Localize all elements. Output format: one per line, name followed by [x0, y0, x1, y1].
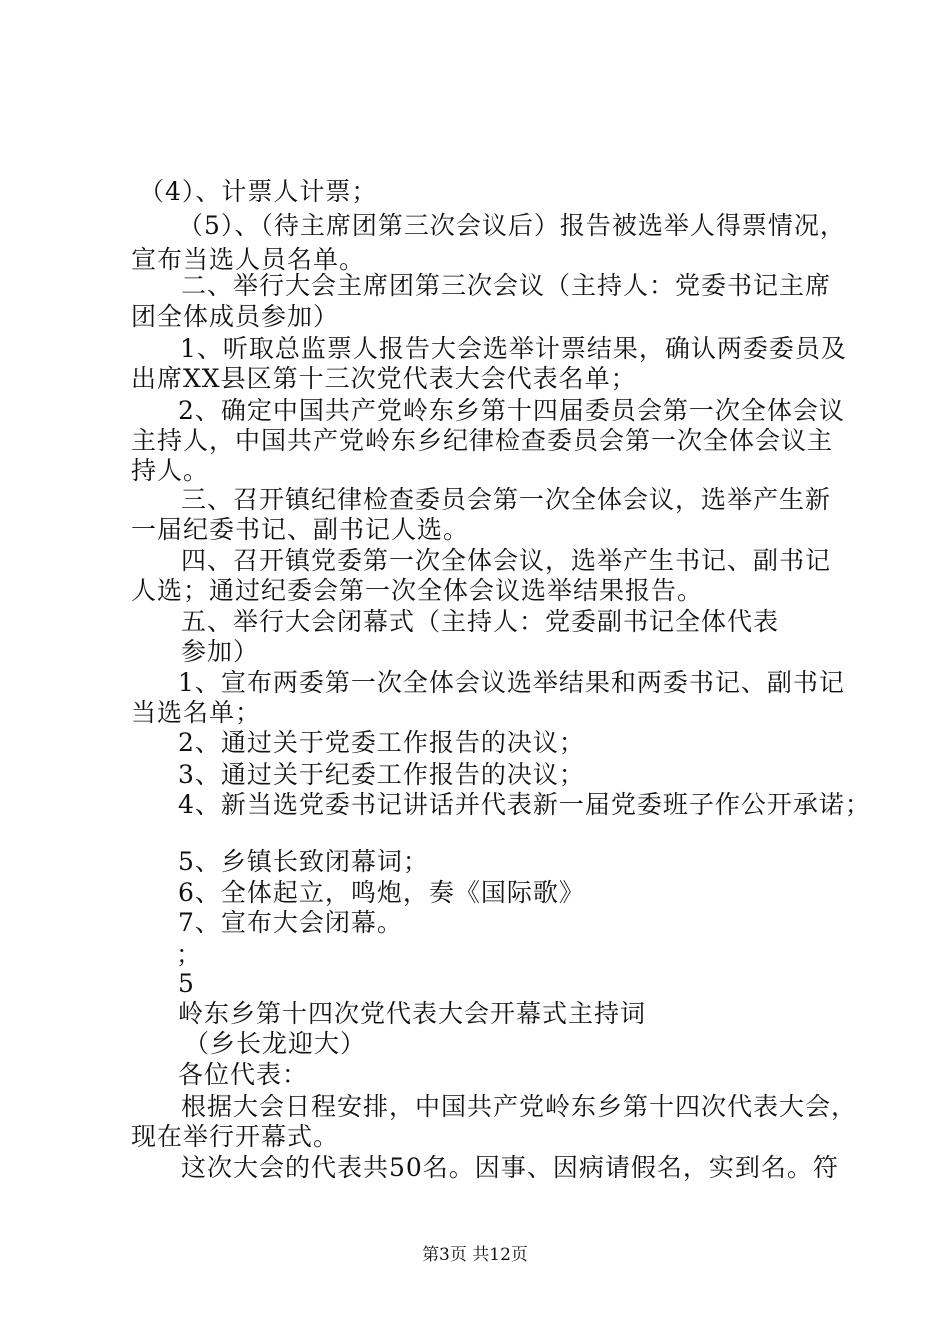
text-line: 一届纪委书记、副书记人选。	[131, 515, 470, 544]
text-line: 团全体成员参加）	[131, 302, 340, 331]
text-line: 岭东乡第十四次党代表大会开幕式主持词	[178, 999, 647, 1028]
text-line: 2、通过关于党委工作报告的决议；	[178, 728, 585, 757]
text-line: 5、乡镇长致闭幕词；	[178, 847, 429, 876]
text-line: 持人。	[131, 456, 210, 485]
page-number-footer: 第3页 共12页	[422, 1245, 528, 1265]
text-line: 5	[178, 969, 195, 998]
text-line: 根据大会日程安排，中国共产党岭东乡第十四次代表大会，	[181, 1092, 858, 1121]
text-line: 二、举行大会主席团第三次会议（主持人：党委书记主席	[181, 271, 832, 300]
text-line: 宣布当选人员名单。	[131, 245, 366, 274]
text-line: （乡长龙迎大）	[184, 1029, 367, 1058]
text-line: 五、举行大会闭幕式（主持人：党委副书记全体代表	[181, 607, 780, 636]
text-line: 4、新当选党委书记讲话并代表新一届党委班子作公开承诺；	[178, 790, 871, 819]
text-line: 各位代表：	[178, 1060, 309, 1089]
text-line: 当选名单；	[131, 698, 262, 727]
text-line: 参加）	[181, 637, 260, 666]
text-line: （4）、计票人计票；	[139, 177, 378, 206]
text-line: 三、召开镇纪律检查委员会第一次全体会议，选举产生新	[181, 485, 832, 514]
text-line: 6、全体起立，鸣炮，奏《国际歌》	[178, 878, 585, 907]
text-line: 3、通过关于纪委工作报告的决议；	[178, 760, 585, 789]
text-line: 1、听取总监票人报告大会选举计票结果，确认两委委员及	[180, 334, 847, 363]
text-line: 主持人，中国共产党岭东乡纪律检查委员会第一次全体会议主	[131, 426, 834, 455]
text-line: 人选；通过纪委会第一次全体会议选举结果报告。	[131, 576, 704, 605]
text-line: 7、宣布大会闭幕。	[178, 908, 403, 937]
text-line: 2、确定中国共产党岭东乡第十四届委员会第一次全体会议	[178, 396, 845, 425]
text-line: （5）、（待主席团第三次会议后）报告被选举人得票情况，	[178, 211, 846, 240]
text-line: 这次大会的代表共50名。因事、因病请假名，实到名。符	[181, 1153, 839, 1182]
text-line: 现在举行开幕式。	[131, 1122, 340, 1151]
text-line: 出席XX县区第十三次党代表大会代表名单；	[131, 364, 637, 393]
text-line: ；	[176, 940, 203, 969]
text-line: 1、宣布两委第一次全体会议选举结果和两委书记、副书记	[178, 668, 845, 697]
text-line: 四、召开镇党委第一次全体会议，选举产生书记、副书记	[181, 546, 832, 575]
